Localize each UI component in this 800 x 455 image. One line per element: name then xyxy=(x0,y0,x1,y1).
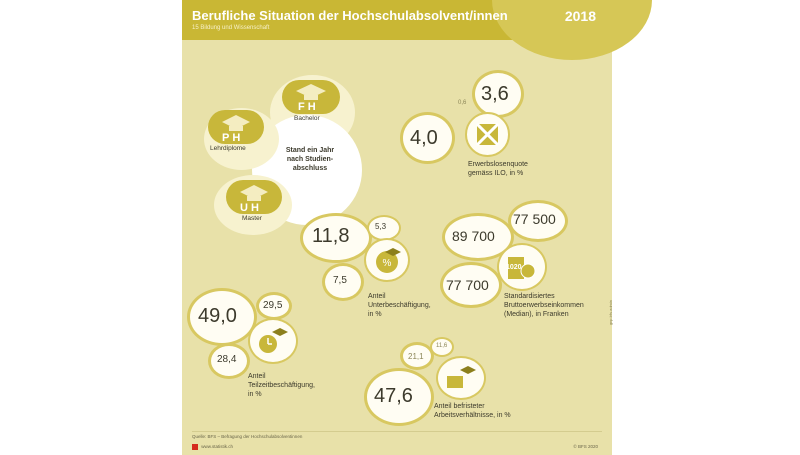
page-subtitle: 15 Bildung und Wissenschaft xyxy=(192,25,270,31)
swiss-cross-icon xyxy=(192,444,198,450)
infographic xyxy=(182,0,612,455)
uh-abbr: UH xyxy=(240,202,262,214)
unemployment-label: Erwerbslosenquote gemäss ILO, in % xyxy=(468,161,528,177)
clock-cap-icon xyxy=(250,320,296,362)
percent-cap-icon xyxy=(366,240,408,280)
parttime-uh-value: 49,0 xyxy=(198,305,237,327)
unemployment-icon-circle xyxy=(465,112,510,157)
underemployment-uh-value: 11,8 xyxy=(312,225,350,247)
income-uh-value: 89 700 xyxy=(452,228,495,244)
footer-divider xyxy=(192,431,602,432)
header-bar xyxy=(182,0,612,40)
page-title: Berufliche Situation der Hochschulabsolvent/innen xyxy=(192,8,508,23)
fixedterm-ph-value: 11,6 xyxy=(436,343,448,349)
income-icon-circle xyxy=(497,243,547,291)
uh-label: Master xyxy=(242,215,262,222)
footer-logo[interactable] xyxy=(192,444,233,450)
source-note: Quelle: BFS – Befragung der Hochschulabsolventinnen xyxy=(192,434,303,439)
underemployment-icon-circle xyxy=(364,238,410,282)
fixedterm-label: Anteil befristeter Arbeitsverhältnisse, in % xyxy=(434,403,511,419)
unemployment-ph-value: 0,6 xyxy=(458,100,467,106)
income-label: Standardisiertes Bruttoerwerbseinkommen (Median), in Franken xyxy=(504,293,584,318)
parttime-label: Anteil Teilzeitbeschäftigung, in % xyxy=(248,373,315,398)
income-fh-value: 77 700 xyxy=(446,277,489,293)
side-note: gnp.bfs.admin xyxy=(608,300,613,326)
ph-label: Lehrdiplome xyxy=(210,145,246,152)
income-badge: 1020 xyxy=(506,264,522,271)
fh-abbr: FH xyxy=(298,101,319,113)
underemployment-fh-value: 7,5 xyxy=(333,275,347,286)
fixedterm-uh-value: 47,6 xyxy=(374,385,413,407)
parttime-ph-value: 29,5 xyxy=(263,300,283,311)
footer-logo-text: www.statistik.ch xyxy=(201,444,234,450)
year-label: 2018 xyxy=(564,8,596,24)
fh-label: Bachelor xyxy=(294,115,320,122)
underemployment-ph-value: 5,3 xyxy=(375,222,387,231)
unemployment-uh-value: 4,0 xyxy=(410,127,438,149)
center-label: Stand ein Jahr nach Studien- abschluss xyxy=(285,147,335,172)
ph-abbr: PH xyxy=(222,132,244,144)
footer-code: © BFS 2020 xyxy=(573,444,598,449)
parttime-icon-circle xyxy=(248,318,298,364)
svg-text:%: % xyxy=(382,258,392,269)
underemployment-label: Anteil Unterbeschäftigung, in % xyxy=(368,293,431,318)
crossed-box-icon xyxy=(467,114,508,155)
income-ph-value: 77 500 xyxy=(513,211,556,227)
fixedterm-icon-circle xyxy=(436,356,486,400)
contract-cap-icon xyxy=(438,358,484,398)
unemployment-fh-value: 3,6 xyxy=(481,83,509,105)
fixedterm-fh-value: 21,1 xyxy=(408,352,424,361)
parttime-fh-value: 28,4 xyxy=(217,354,237,365)
